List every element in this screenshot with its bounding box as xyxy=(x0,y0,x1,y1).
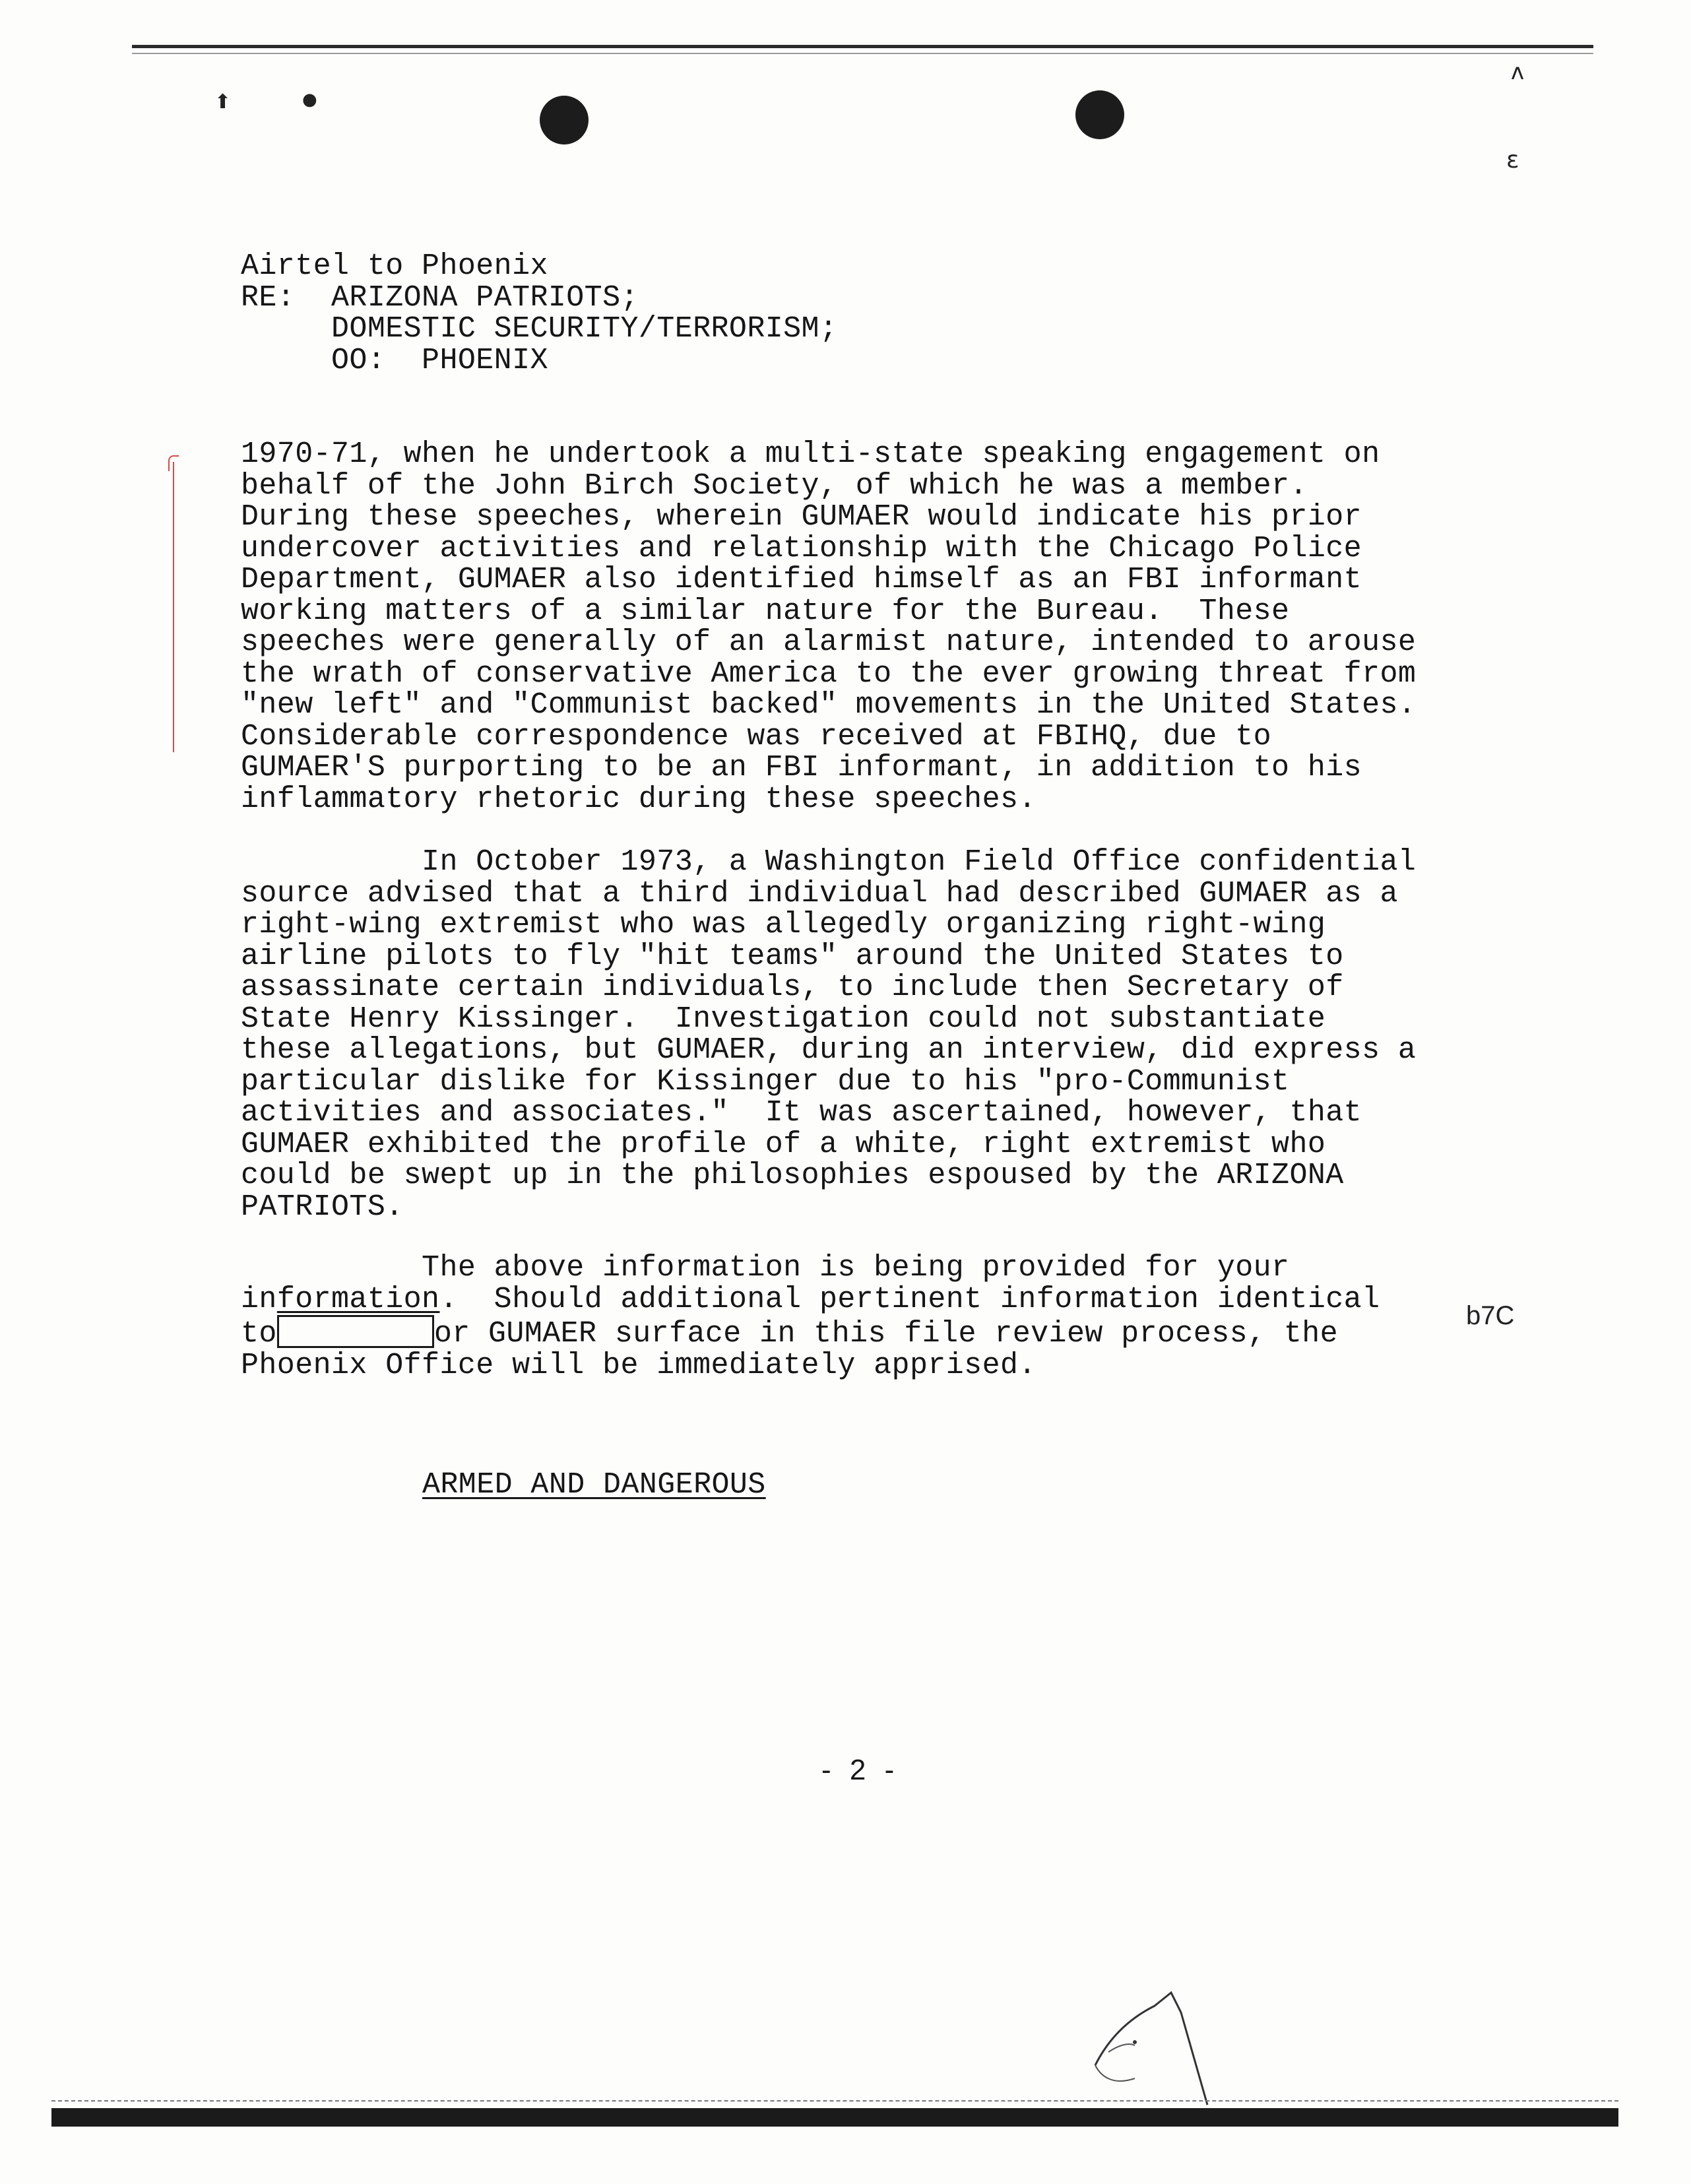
paragraph-2 xyxy=(241,847,1527,1223)
paragraph-line: airline pilots to fly "hit teams" around the United States to xyxy=(241,939,1344,973)
paragraph-line: 1970-71, when he undertook a multi-state speaking engagement on xyxy=(241,437,1380,471)
text-fragment: in xyxy=(241,1282,277,1316)
paragraph-line: In October 1973, a Washington Field Office confidential xyxy=(241,845,1417,879)
paragraph-line: GUMAER'S purporting to be an FBI informant, in addition to his xyxy=(241,751,1362,785)
paragraph-line: the wrath of conservative America to the ever growing threat from xyxy=(241,657,1417,691)
paragraph-line: Considerable correspondence was received at FBIHQ, due to xyxy=(241,719,1272,754)
paragraph-line: source advised that a third individual had described GUMAER as a xyxy=(241,876,1398,911)
paragraph-line: Phoenix Office will be immediately apprised. xyxy=(241,1348,1037,1382)
paragraph-line: "new left" and "Communist backed" movements in the United States. xyxy=(241,688,1417,722)
paragraph-line: State Henry Kissinger. Investigation could not substantiate xyxy=(241,1002,1326,1036)
paragraph-line: particular dislike for Kissinger due to his "pro-Communist xyxy=(241,1064,1290,1099)
paragraph-line: behalf of the John Birch Society, of which he was a member. xyxy=(241,468,1308,503)
header-line-re: RE: ARIZONA PATRIOTS; xyxy=(241,280,639,315)
paragraph-line: PATRIOTS. xyxy=(241,1190,404,1224)
paragraph-line: right-wing extremist who was allegedly organizing right-wing xyxy=(241,908,1326,942)
redaction-box xyxy=(277,1315,434,1348)
bottom-border-dashes xyxy=(51,2100,1618,2102)
header-line-airtel: Airtel to Phoenix xyxy=(241,249,548,283)
punch-hole-right xyxy=(1075,90,1124,139)
top-border-line xyxy=(132,45,1593,48)
paragraph-line: Department, GUMAER also identified himself as an FBI informant xyxy=(241,563,1362,596)
top-border-shadow xyxy=(132,53,1593,54)
paragraph-line: undercover activities and relationship with the Chicago Police xyxy=(241,531,1362,565)
paragraph-line: GUMAER exhibited the profile of a white, right extremist who xyxy=(241,1127,1326,1161)
paragraph-line: working matters of a similar nature for the Bureau. These xyxy=(241,594,1290,628)
text-fragment: to xyxy=(241,1317,277,1351)
staple-mark-left: ⬆ xyxy=(214,90,232,113)
header-line-domestic: DOMESTIC SECURITY/TERRORISM; xyxy=(241,312,838,346)
text-fragment: . Should additional pertinent information identical xyxy=(439,1282,1380,1316)
paragraph-line: During these speeches, wherein GUMAER would indicate his prior xyxy=(241,500,1362,534)
paragraph-line: assassinate certain individuals, to include then Secretary of xyxy=(241,971,1344,1004)
corner-handwritten-mark: ʌ xyxy=(1511,59,1525,85)
paragraph-3 xyxy=(241,1252,1527,1381)
paragraph-line: inflammatory rhetoric during these speeches. xyxy=(241,782,1037,816)
armed-and-dangerous-caveat: ARMED AND DANGEROUS xyxy=(422,1468,766,1502)
paragraph-line: The above information is being provided for your xyxy=(241,1251,1290,1285)
paragraph-line: these allegations, but GUMAER, during an interview, did express a xyxy=(241,1033,1417,1067)
punch-hole-left xyxy=(540,96,589,145)
foia-exemption-code: b7C xyxy=(1466,1301,1515,1330)
paragraph-line: activities and associates." It was ascertained, however, that xyxy=(241,1096,1362,1130)
paragraph-line-redacted xyxy=(241,1315,1527,1350)
paragraph-line: could be swept up in the philosophies espoused by the ARIZONA xyxy=(241,1159,1344,1192)
corner-handwritten-mark-2: ɛ xyxy=(1506,146,1519,174)
paragraph-line-information xyxy=(241,1284,1527,1316)
text-fragment: or GUMAER surface in this file review process, the xyxy=(433,1317,1339,1351)
bottom-border-bar xyxy=(51,2108,1618,2127)
airtel-header xyxy=(241,251,1527,376)
paragraph-line: speeches were generally of an alarmist nature, intended to arouse xyxy=(241,626,1417,659)
handwritten-scribble xyxy=(1056,1979,1280,2111)
page-number: - 2 - xyxy=(821,1754,900,1786)
red-margin-line xyxy=(173,462,174,752)
header-line-office: OO: PHOENIX xyxy=(241,343,548,377)
staple-mark-right: ● xyxy=(302,90,317,110)
paragraph-1 xyxy=(241,439,1527,815)
underlined-word: formation xyxy=(276,1282,440,1316)
